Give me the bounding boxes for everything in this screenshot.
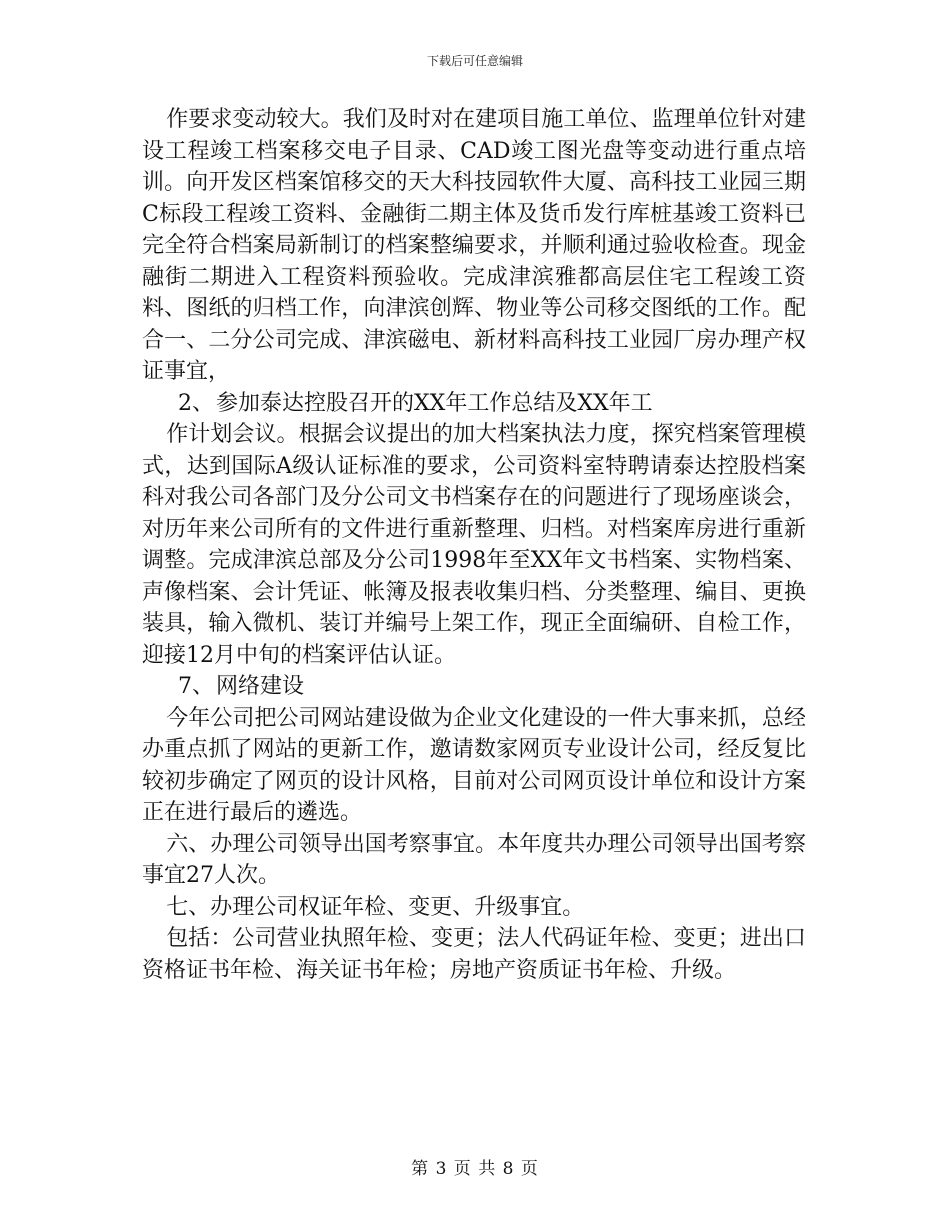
item-text: 参加泰达控股召开的XX年工作总结及XX年工 — [216, 390, 653, 416]
page-header: 下载后可任意编辑 — [426, 54, 523, 68]
page-footer: 第 3 页 共 8 页 — [411, 1159, 539, 1179]
document-body — [142, 104, 806, 986]
numbered-item-2 — [142, 388, 806, 420]
item-number: 2、 — [178, 390, 214, 416]
paragraph-archive-transfer: 作要求变动较大。我们及时对在建项目施工单位、监理单位针对建设工程竣工档案移交电子目录、CAD竣工图光盘等变动进行重点培训。向开发区档案馆移交的天大科技园软件大厦、高科技工业园三期C标段工程竣工资料、金融街二期主体及货币发行库桩基竣工资料已完全符合档案局新制订的档案整编要求，并顺利通过验收检查。现金融街二期进入工程资料预验收。完成津滨雅都高层住宅工程竣工资料、图纸的归档工作，向津滨创辉、物业等公司移交图纸的工作。配合一、二分公司完成、津滨磁电、新材料高科技工业园厂房办理产权证事宜， — [142, 107, 806, 384]
paragraph-certificates-detail: 包括：公司营业执照年检、变更；法人代码证年检、变更；进出口资格证书年检、海关证书年检；房地产资质证书年检、升级。 — [142, 926, 806, 983]
item-text: 网络建设 — [216, 674, 305, 699]
paragraph-certificates-heading: 七、办理公司权证年检、变更、升级事宜。 — [166, 894, 585, 920]
paragraph-overseas-visits: 六、办理公司领导出国考察事宜。本年度共办理公司领导出国考察事宜27人次。 — [142, 831, 806, 888]
paragraph-archive-management: 作计划会议。根据会议提出的加大档案执法力度，探究档案管理模式，达到国际A级认证标准的要求，公司资料室特聘请泰达控股档案科对我公司各部门及分公司文书档案存在的问题进行了现场座谈会，对历年来公司所有的文件进行重新整理、归档。对档案库房进行重新调整。完成津滨总部及分公司1998年至XX年文书档案、实物档案、声像档案、会计凭证、帐簿及报表收集归档、分类整理、编目、更换装具，输入微机、装订并编号上架工作，现正全面编研、自检工作，迎接12月中旬的档案评估认证。 — [142, 422, 806, 668]
paragraph-website: 今年公司把公司网站建设做为企业文化建设的一件大事来抓，总经办重点抓了网站的更新工作，邀请数家网页专业设计公司，经反复比较初步确定了网页的设计风格，目前对公司网页设计单位和设计方案正在进行最后的遴选。 — [142, 705, 806, 825]
item-number: 7、 — [178, 674, 214, 699]
numbered-item-7 — [142, 671, 806, 703]
